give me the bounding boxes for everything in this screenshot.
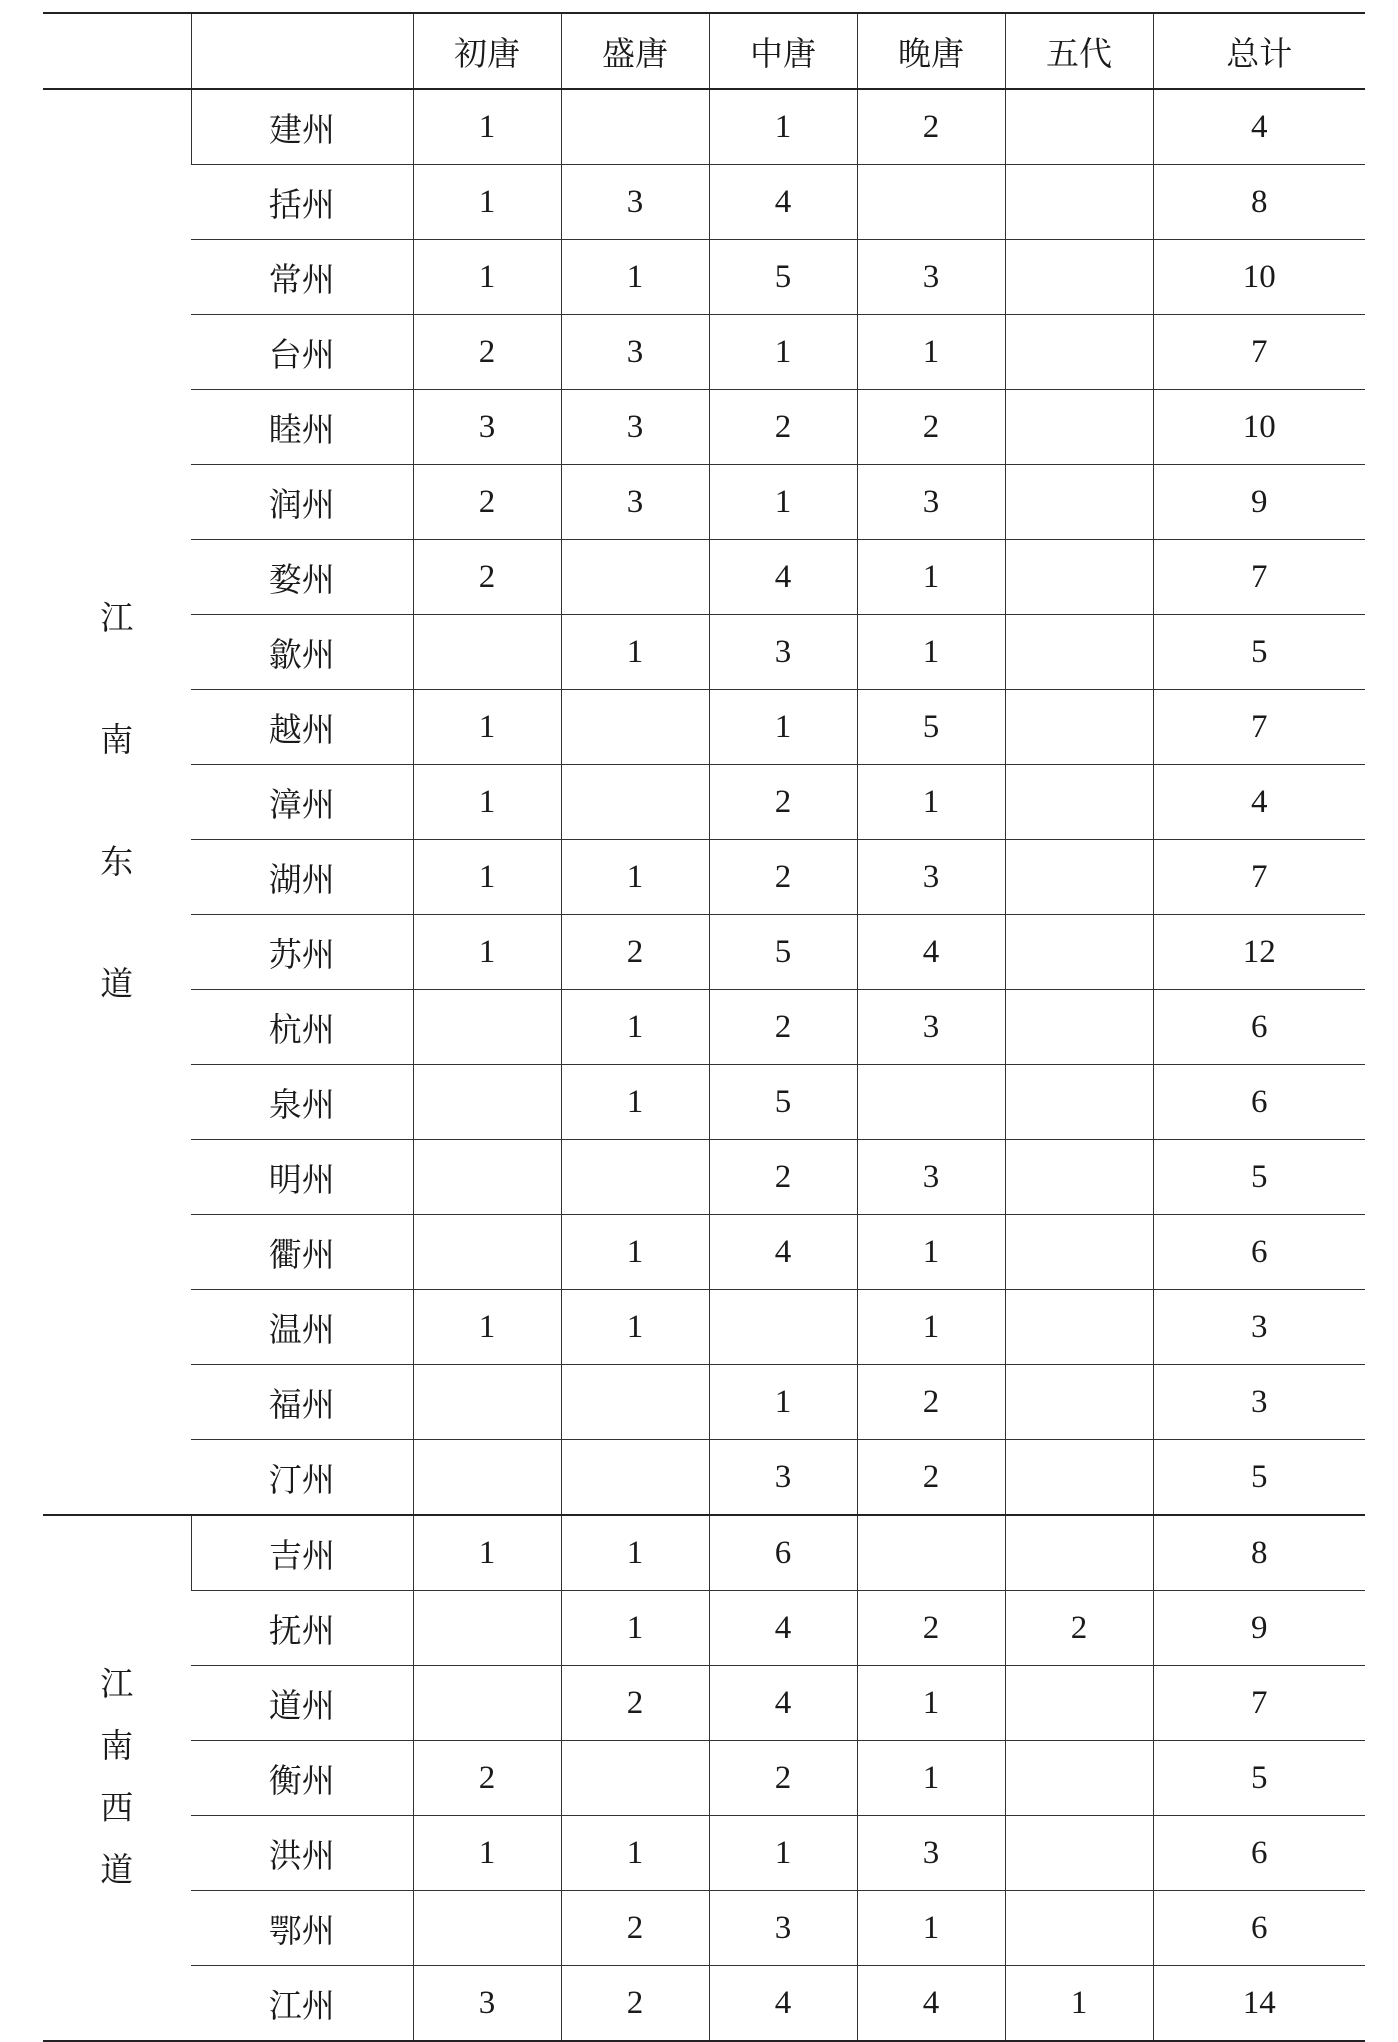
cell-late-tang: 1 <box>857 315 1005 390</box>
cell-mid-tang: 2 <box>709 765 857 840</box>
table-row <box>43 540 1365 615</box>
cell-five-dynasties <box>1005 765 1153 840</box>
cell-high-tang: 1 <box>561 1591 709 1666</box>
cell-total: 14 <box>1153 1966 1365 2042</box>
cell-mid-tang: 2 <box>709 1741 857 1816</box>
cell-prefecture: 汀州 <box>191 1440 413 1516</box>
cell-prefecture: 鄂州 <box>191 1891 413 1966</box>
cell-total: 6 <box>1153 1215 1365 1290</box>
cell-early-tang: 1 <box>413 915 561 990</box>
cell-total: 5 <box>1153 1440 1365 1516</box>
data-table <box>43 12 1365 2042</box>
table-row <box>43 1816 1365 1891</box>
cell-high-tang: 2 <box>561 1891 709 1966</box>
cell-total: 10 <box>1153 240 1365 315</box>
cell-late-tang: 2 <box>857 390 1005 465</box>
cell-early-tang: 1 <box>413 89 561 165</box>
cell-high-tang <box>561 540 709 615</box>
region-label <box>43 89 191 1515</box>
cell-mid-tang: 2 <box>709 990 857 1065</box>
cell-total: 3 <box>1153 1290 1365 1365</box>
cell-five-dynasties <box>1005 1741 1153 1816</box>
cell-mid-tang: 4 <box>709 540 857 615</box>
cell-prefecture: 温州 <box>191 1290 413 1365</box>
table-row <box>43 690 1365 765</box>
table-row <box>43 165 1365 240</box>
cell-early-tang: 1 <box>413 690 561 765</box>
cell-high-tang: 1 <box>561 615 709 690</box>
cell-five-dynasties <box>1005 840 1153 915</box>
cell-high-tang: 1 <box>561 1215 709 1290</box>
cell-mid-tang <box>709 1290 857 1365</box>
cell-five-dynasties <box>1005 165 1153 240</box>
cell-early-tang: 3 <box>413 390 561 465</box>
cell-prefecture: 苏州 <box>191 915 413 990</box>
cell-high-tang <box>561 690 709 765</box>
cell-early-tang <box>413 1440 561 1516</box>
cell-high-tang: 2 <box>561 915 709 990</box>
cell-total: 6 <box>1153 1891 1365 1966</box>
table-row <box>43 1591 1365 1666</box>
region-label <box>43 1515 191 2041</box>
table-row <box>43 465 1365 540</box>
region-label-char: 江 <box>100 1667 134 1703</box>
cell-prefecture: 洪州 <box>191 1816 413 1891</box>
cell-mid-tang: 1 <box>709 315 857 390</box>
cell-late-tang: 1 <box>857 540 1005 615</box>
cell-prefecture: 明州 <box>191 1140 413 1215</box>
cell-high-tang: 1 <box>561 840 709 915</box>
cell-early-tang <box>413 1365 561 1440</box>
cell-prefecture: 江州 <box>191 1966 413 2042</box>
cell-early-tang: 1 <box>413 1515 561 1591</box>
cell-five-dynasties: 1 <box>1005 1966 1153 2042</box>
region-label-char: 东 <box>100 845 134 881</box>
table-row <box>43 1891 1365 1966</box>
cell-total: 7 <box>1153 540 1365 615</box>
header-cell-late-tang: 晚唐 <box>857 13 1005 89</box>
cell-prefecture: 福州 <box>191 1365 413 1440</box>
cell-mid-tang: 3 <box>709 1891 857 1966</box>
cell-late-tang <box>857 1515 1005 1591</box>
cell-early-tang: 1 <box>413 1816 561 1891</box>
table-row <box>43 1666 1365 1741</box>
table-row <box>43 1140 1365 1215</box>
table-row <box>43 615 1365 690</box>
table-row <box>43 840 1365 915</box>
cell-mid-tang: 1 <box>709 89 857 165</box>
cell-mid-tang: 4 <box>709 1591 857 1666</box>
cell-early-tang <box>413 1215 561 1290</box>
table-row <box>43 1365 1365 1440</box>
table-row <box>43 1440 1365 1516</box>
cell-total: 6 <box>1153 990 1365 1065</box>
table-row <box>43 240 1365 315</box>
cell-prefecture: 睦州 <box>191 390 413 465</box>
cell-mid-tang: 4 <box>709 1215 857 1290</box>
cell-early-tang: 3 <box>413 1966 561 2042</box>
cell-late-tang: 1 <box>857 1741 1005 1816</box>
cell-mid-tang: 1 <box>709 1365 857 1440</box>
cell-prefecture: 越州 <box>191 690 413 765</box>
cell-mid-tang: 3 <box>709 1440 857 1516</box>
cell-early-tang: 1 <box>413 1290 561 1365</box>
cell-late-tang: 2 <box>857 89 1005 165</box>
header-cell-region <box>43 13 191 89</box>
cell-early-tang: 2 <box>413 540 561 615</box>
table-row <box>43 990 1365 1065</box>
cell-mid-tang: 1 <box>709 690 857 765</box>
cell-prefecture: 歙州 <box>191 615 413 690</box>
cell-prefecture: 湖州 <box>191 840 413 915</box>
cell-prefecture: 括州 <box>191 165 413 240</box>
cell-five-dynasties <box>1005 315 1153 390</box>
cell-total: 7 <box>1153 690 1365 765</box>
cell-five-dynasties <box>1005 690 1153 765</box>
cell-five-dynasties <box>1005 1666 1153 1741</box>
cell-five-dynasties <box>1005 1515 1153 1591</box>
table-row <box>43 315 1365 390</box>
cell-prefecture: 建州 <box>191 89 413 165</box>
cell-five-dynasties <box>1005 1816 1153 1891</box>
region-label-char: 道 <box>100 1853 134 1889</box>
cell-prefecture: 衢州 <box>191 1215 413 1290</box>
cell-five-dynasties <box>1005 1891 1153 1966</box>
cell-five-dynasties <box>1005 1440 1153 1516</box>
cell-prefecture: 抚州 <box>191 1591 413 1666</box>
region-label-char: 南 <box>100 1729 134 1765</box>
cell-mid-tang: 2 <box>709 390 857 465</box>
cell-late-tang: 1 <box>857 1666 1005 1741</box>
cell-mid-tang: 2 <box>709 840 857 915</box>
cell-late-tang: 3 <box>857 240 1005 315</box>
cell-late-tang <box>857 1065 1005 1140</box>
cell-early-tang: 1 <box>413 240 561 315</box>
region-label-char: 道 <box>100 967 134 1003</box>
cell-high-tang: 3 <box>561 390 709 465</box>
cell-late-tang: 1 <box>857 1891 1005 1966</box>
cell-late-tang: 4 <box>857 1966 1005 2042</box>
cell-high-tang: 1 <box>561 240 709 315</box>
cell-late-tang: 4 <box>857 915 1005 990</box>
table-row <box>43 390 1365 465</box>
cell-early-tang <box>413 1591 561 1666</box>
cell-early-tang <box>413 1666 561 1741</box>
cell-mid-tang: 3 <box>709 615 857 690</box>
cell-total: 12 <box>1153 915 1365 990</box>
cell-high-tang: 3 <box>561 465 709 540</box>
cell-mid-tang: 5 <box>709 240 857 315</box>
cell-mid-tang: 4 <box>709 165 857 240</box>
cell-late-tang: 1 <box>857 1215 1005 1290</box>
cell-five-dynasties <box>1005 540 1153 615</box>
cell-late-tang: 5 <box>857 690 1005 765</box>
header-cell-total: 总计 <box>1153 13 1365 89</box>
table-row <box>43 1065 1365 1140</box>
cell-five-dynasties <box>1005 1290 1153 1365</box>
table-row <box>43 915 1365 990</box>
region-group-jiangnan-east <box>43 89 1365 1515</box>
cell-late-tang: 1 <box>857 615 1005 690</box>
cell-prefecture: 台州 <box>191 315 413 390</box>
cell-total: 4 <box>1153 765 1365 840</box>
cell-total: 5 <box>1153 615 1365 690</box>
cell-early-tang: 2 <box>413 315 561 390</box>
cell-late-tang <box>857 165 1005 240</box>
table-row <box>43 1215 1365 1290</box>
table-row <box>43 1290 1365 1365</box>
cell-five-dynasties <box>1005 465 1153 540</box>
cell-early-tang: 1 <box>413 840 561 915</box>
cell-late-tang: 2 <box>857 1440 1005 1516</box>
cell-five-dynasties <box>1005 615 1153 690</box>
cell-total: 7 <box>1153 315 1365 390</box>
cell-prefecture: 泉州 <box>191 1065 413 1140</box>
cell-early-tang: 1 <box>413 165 561 240</box>
cell-total: 10 <box>1153 390 1365 465</box>
cell-late-tang: 1 <box>857 1290 1005 1365</box>
cell-high-tang <box>561 1440 709 1516</box>
table-header <box>43 13 1365 89</box>
cell-late-tang: 3 <box>857 990 1005 1065</box>
cell-early-tang <box>413 1065 561 1140</box>
header-cell-five-dynasties: 五代 <box>1005 13 1153 89</box>
header-cell-prefecture <box>191 13 413 89</box>
cell-prefecture: 吉州 <box>191 1515 413 1591</box>
cell-mid-tang: 5 <box>709 1065 857 1140</box>
cell-late-tang: 3 <box>857 1816 1005 1891</box>
cell-total: 6 <box>1153 1816 1365 1891</box>
header-cell-high-tang: 盛唐 <box>561 13 709 89</box>
cell-total: 8 <box>1153 165 1365 240</box>
cell-mid-tang: 2 <box>709 1140 857 1215</box>
cell-total: 5 <box>1153 1741 1365 1816</box>
cell-five-dynasties <box>1005 1215 1153 1290</box>
cell-early-tang <box>413 1891 561 1966</box>
header-cell-early-tang: 初唐 <box>413 13 561 89</box>
cell-high-tang: 1 <box>561 990 709 1065</box>
cell-high-tang: 1 <box>561 1065 709 1140</box>
cell-prefecture: 道州 <box>191 1666 413 1741</box>
cell-five-dynasties <box>1005 990 1153 1065</box>
cell-five-dynasties <box>1005 89 1153 165</box>
cell-five-dynasties <box>1005 1140 1153 1215</box>
cell-high-tang <box>561 1741 709 1816</box>
cell-late-tang: 3 <box>857 840 1005 915</box>
cell-late-tang: 3 <box>857 465 1005 540</box>
cell-high-tang <box>561 1365 709 1440</box>
region-label-char: 南 <box>100 723 134 759</box>
cell-total: 9 <box>1153 1591 1365 1666</box>
cell-mid-tang: 5 <box>709 915 857 990</box>
cell-high-tang: 2 <box>561 1666 709 1741</box>
cell-total: 7 <box>1153 1666 1365 1741</box>
cell-late-tang: 2 <box>857 1591 1005 1666</box>
cell-high-tang: 3 <box>561 165 709 240</box>
cell-mid-tang: 4 <box>709 1966 857 2042</box>
header-row <box>43 13 1365 89</box>
region-label-char: 江 <box>100 601 134 637</box>
cell-high-tang: 1 <box>561 1816 709 1891</box>
cell-mid-tang: 4 <box>709 1666 857 1741</box>
cell-total: 4 <box>1153 89 1365 165</box>
region-group-jiangnan-west <box>43 1515 1365 2041</box>
cell-prefecture: 衡州 <box>191 1741 413 1816</box>
cell-mid-tang: 1 <box>709 1816 857 1891</box>
cell-early-tang <box>413 615 561 690</box>
table-row <box>43 89 1365 165</box>
cell-high-tang: 1 <box>561 1515 709 1591</box>
header-cell-mid-tang: 中唐 <box>709 13 857 89</box>
cell-five-dynasties <box>1005 240 1153 315</box>
region-label-char: 西 <box>100 1791 134 1827</box>
table-row <box>43 1515 1365 1591</box>
cell-five-dynasties <box>1005 1065 1153 1140</box>
cell-high-tang <box>561 765 709 840</box>
table-row <box>43 765 1365 840</box>
cell-total: 5 <box>1153 1140 1365 1215</box>
cell-mid-tang: 6 <box>709 1515 857 1591</box>
cell-early-tang: 2 <box>413 465 561 540</box>
cell-early-tang: 1 <box>413 765 561 840</box>
cell-five-dynasties <box>1005 390 1153 465</box>
cell-five-dynasties <box>1005 1365 1153 1440</box>
cell-prefecture: 常州 <box>191 240 413 315</box>
cell-late-tang: 2 <box>857 1365 1005 1440</box>
cell-prefecture: 婺州 <box>191 540 413 615</box>
cell-total: 6 <box>1153 1065 1365 1140</box>
cell-five-dynasties <box>1005 915 1153 990</box>
cell-high-tang <box>561 89 709 165</box>
cell-prefecture: 漳州 <box>191 765 413 840</box>
cell-late-tang: 1 <box>857 765 1005 840</box>
cell-mid-tang: 1 <box>709 465 857 540</box>
cell-total: 9 <box>1153 465 1365 540</box>
cell-high-tang: 2 <box>561 1966 709 2042</box>
cell-prefecture: 杭州 <box>191 990 413 1065</box>
table-row <box>43 1741 1365 1816</box>
cell-early-tang: 2 <box>413 1741 561 1816</box>
table-row <box>43 1966 1365 2042</box>
cell-late-tang: 3 <box>857 1140 1005 1215</box>
cell-early-tang <box>413 1140 561 1215</box>
cell-high-tang: 1 <box>561 1290 709 1365</box>
cell-five-dynasties: 2 <box>1005 1591 1153 1666</box>
cell-high-tang <box>561 1140 709 1215</box>
cell-total: 8 <box>1153 1515 1365 1591</box>
cell-high-tang: 3 <box>561 315 709 390</box>
cell-total: 7 <box>1153 840 1365 915</box>
cell-prefecture: 润州 <box>191 465 413 540</box>
cell-early-tang <box>413 990 561 1065</box>
cell-total: 3 <box>1153 1365 1365 1440</box>
